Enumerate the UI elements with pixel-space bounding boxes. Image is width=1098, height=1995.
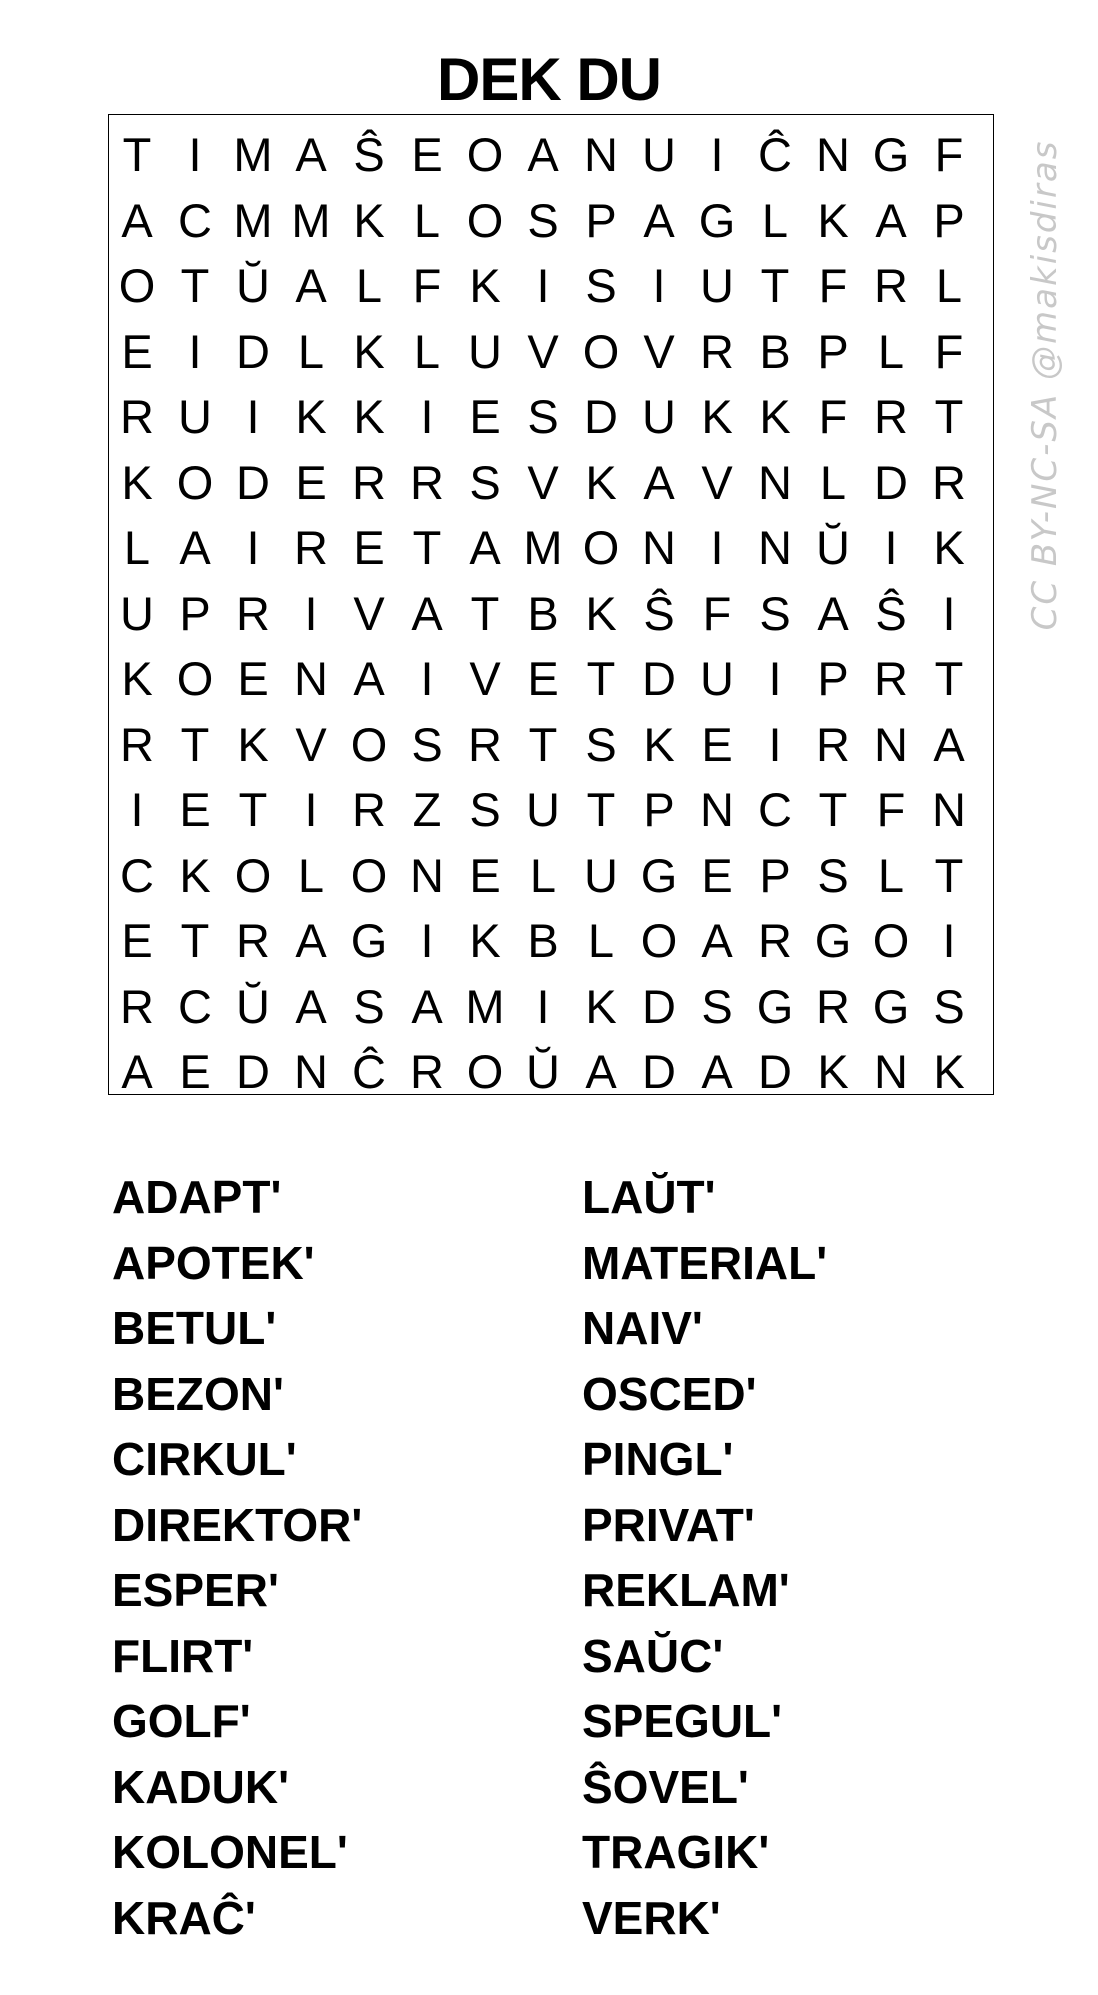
grid-cell[interactable]: D	[642, 979, 676, 1033]
grid-cell[interactable]: K	[469, 259, 501, 312]
grid-cell[interactable]: D	[236, 1045, 270, 1098]
grid-row	[109, 712, 993, 778]
grid-cell[interactable]: B	[527, 914, 559, 967]
grid-cell[interactable]: I	[768, 652, 782, 705]
grid-cell[interactable]: K	[237, 717, 269, 771]
grid-cell[interactable]: K	[701, 390, 733, 443]
grid-cell[interactable]: G	[756, 979, 794, 1033]
grid-cell[interactable]: R	[816, 979, 850, 1033]
grid-cell[interactable]: E	[237, 652, 269, 705]
grid-cell[interactable]: T	[412, 521, 442, 574]
grid-cell[interactable]: F	[818, 390, 848, 443]
word-list-item: ADAPT'	[112, 1171, 282, 1223]
grid-cell[interactable]: O	[176, 652, 214, 705]
grid-cell[interactable]: F	[818, 259, 848, 312]
word-list-item: REKLAM'	[582, 1564, 790, 1616]
watermark-text: CC BY-NC-SA @makisdiras	[1025, 139, 1065, 631]
grid-cell[interactable]: O	[118, 259, 156, 312]
grid-cell[interactable]: G	[640, 848, 678, 902]
grid-cell[interactable]: R	[120, 390, 154, 443]
grid-cell[interactable]: L	[123, 521, 151, 574]
grid-cell[interactable]: R	[700, 324, 734, 378]
word-list-item: PRIVAT'	[582, 1498, 755, 1551]
grid-cell[interactable]: I	[652, 259, 666, 312]
grid-cell[interactable]: V	[353, 586, 385, 640]
word-list-item: TRAGIK'	[582, 1826, 770, 1878]
grid-cell[interactable]: T	[934, 390, 964, 443]
grid-cell[interactable]: S	[527, 390, 559, 443]
grid-cell[interactable]: I	[246, 390, 260, 443]
grid-cell[interactable]: M	[291, 193, 331, 247]
word-list-item: BEZON'	[112, 1367, 284, 1420]
grid-cell[interactable]: A	[817, 586, 849, 640]
grid-cell[interactable]: V	[643, 324, 675, 378]
grid-row	[109, 646, 993, 712]
grid-cell[interactable]: V	[469, 652, 501, 705]
grid-cell[interactable]: L	[761, 193, 789, 247]
grid-cell[interactable]: R	[468, 717, 502, 771]
word-list-item: CIRKUL'	[112, 1433, 297, 1485]
grid-cell[interactable]: C	[178, 979, 212, 1033]
grid-cell[interactable]: G	[872, 128, 910, 181]
grid-cell[interactable]: I	[536, 979, 550, 1033]
grid-cell[interactable]: K	[817, 193, 849, 247]
grid-cell[interactable]: C	[178, 193, 212, 247]
grid-cell[interactable]: K	[353, 390, 385, 443]
word-list-item: ŜOVEL'	[582, 1760, 749, 1813]
grid-cell[interactable]: F	[412, 259, 442, 312]
grid-cell[interactable]: R	[236, 914, 270, 967]
grid-cell[interactable]: P	[585, 193, 617, 247]
letter-grid[interactable]	[108, 114, 994, 1098]
grid-cell[interactable]: F	[934, 324, 964, 378]
grid-cell[interactable]: L	[297, 324, 325, 378]
grid-cell[interactable]: D	[236, 324, 270, 378]
grid-cell[interactable]: S	[585, 259, 617, 312]
grid-cell[interactable]: E	[121, 324, 153, 378]
grid-cell[interactable]: N	[294, 652, 328, 705]
grid-cell[interactable]: K	[353, 193, 385, 247]
grid-cell[interactable]: T	[760, 259, 790, 312]
grid-cell[interactable]: T	[122, 128, 152, 181]
grid-cell[interactable]: U	[642, 390, 676, 443]
grid-cell[interactable]: A	[701, 914, 733, 967]
grid-cell[interactable]: R	[120, 717, 154, 771]
word-list-item: LAŬT'	[582, 1171, 716, 1223]
grid-cell[interactable]: F	[934, 128, 964, 181]
grid-cell[interactable]: K	[469, 914, 501, 967]
grid-cell[interactable]: K	[179, 848, 211, 902]
grid-cell[interactable]: L	[877, 324, 905, 378]
word-list-item: NAIV'	[582, 1302, 703, 1354]
word-list-item: FLIRT'	[112, 1629, 254, 1682]
grid-cell[interactable]: R	[410, 1045, 444, 1098]
grid-cell[interactable]: P	[933, 193, 965, 247]
grid-cell[interactable]: A	[469, 521, 501, 574]
grid-cell[interactable]: C	[758, 783, 792, 836]
grid-cell[interactable]: N	[758, 521, 792, 574]
grid-cell[interactable]: A	[411, 979, 443, 1033]
grid-cell[interactable]: S	[759, 586, 791, 640]
grid-cell[interactable]: D	[236, 455, 270, 509]
grid-cell[interactable]: K	[643, 717, 675, 771]
grid-cell[interactable]: T	[934, 848, 964, 902]
grid-cell[interactable]: T	[470, 586, 500, 640]
grid-cell[interactable]: Ĉ	[758, 128, 792, 181]
grid-cell[interactable]: S	[469, 455, 501, 509]
grid-cell[interactable]: Ŭ	[236, 979, 270, 1033]
grid-cell[interactable]: L	[529, 848, 557, 902]
grid-cell[interactable]: S	[817, 848, 849, 902]
grid-cell[interactable]: S	[469, 783, 501, 836]
grid-cell[interactable]: N	[932, 783, 966, 836]
grid-cell[interactable]: P	[643, 783, 675, 836]
grid-cell[interactable]: E	[411, 128, 443, 181]
word-list-item: MATERIAL'	[582, 1236, 828, 1289]
grid-cell[interactable]: I	[420, 652, 434, 705]
grid-cell[interactable]: P	[817, 652, 849, 705]
word-list-item: ESPER'	[112, 1564, 279, 1616]
grid-cell[interactable]: A	[295, 914, 327, 967]
grid-cell[interactable]: R	[874, 652, 908, 705]
grid-cell[interactable]: G	[872, 979, 910, 1033]
grid-row	[109, 253, 993, 319]
grid-cell[interactable]: T	[180, 914, 210, 967]
grid-cell[interactable]: O	[350, 848, 388, 902]
grid-cell[interactable]: S	[933, 979, 965, 1033]
grid-cell[interactable]: G	[814, 914, 852, 967]
grid-cell[interactable]: I	[246, 521, 260, 574]
grid-cell[interactable]: I	[420, 914, 434, 967]
grid-cell[interactable]: E	[469, 848, 501, 902]
grid-cell[interactable]: A	[411, 586, 443, 640]
word-list-item: APOTEK'	[112, 1236, 315, 1289]
grid-cell[interactable]: K	[585, 455, 617, 509]
grid-cell[interactable]: T	[586, 652, 616, 705]
grid-cell[interactable]: A	[701, 1045, 733, 1098]
grid-cell[interactable]: U	[178, 390, 212, 443]
grid-cell[interactable]: S	[585, 717, 617, 771]
grid-cell[interactable]: E	[469, 390, 501, 443]
grid-cell[interactable]: R	[758, 914, 792, 967]
grid-cell[interactable]: Z	[412, 783, 442, 836]
grid-cell[interactable]: R	[352, 455, 386, 509]
grid-cell[interactable]: E	[353, 521, 385, 574]
grid-cell[interactable]: T	[180, 259, 210, 312]
grid-cell[interactable]: L	[355, 259, 383, 312]
grid-cell[interactable]: A	[933, 717, 965, 771]
grid-cell[interactable]: G	[350, 914, 388, 967]
grid-cell[interactable]: A	[585, 1045, 617, 1098]
grid-row	[109, 974, 993, 1040]
grid-cell[interactable]: O	[582, 521, 620, 574]
grid-cell[interactable]: K	[933, 1045, 965, 1098]
word-list-item: VERK'	[582, 1891, 721, 1944]
grid-cell[interactable]: R	[120, 979, 154, 1033]
grid-row	[109, 450, 993, 516]
grid-cell[interactable]: D	[584, 390, 618, 443]
grid-cell[interactable]: I	[884, 521, 898, 574]
grid-cell[interactable]: T	[528, 717, 558, 771]
grid-cell[interactable]: I	[188, 128, 202, 181]
grid-cell[interactable]: E	[701, 717, 733, 771]
grid-row	[109, 122, 993, 188]
grid-cell[interactable]: Ŝ	[353, 128, 385, 181]
grid-cell[interactable]: M	[233, 193, 273, 247]
grid-cell[interactable]: T	[934, 652, 964, 705]
word-list-item: KADUK'	[112, 1760, 290, 1813]
grid-cell[interactable]: L	[297, 848, 325, 902]
grid-cell[interactable]: L	[935, 259, 963, 312]
grid-cell[interactable]: B	[759, 324, 791, 378]
grid-cell[interactable]: R	[352, 783, 386, 836]
grid-cell[interactable]: V	[527, 324, 559, 378]
grid-cell[interactable]: U	[120, 586, 154, 640]
grid-cell[interactable]: M	[523, 521, 563, 574]
grid-cell[interactable]: I	[536, 259, 550, 312]
grid-row	[109, 319, 993, 385]
grid-row	[109, 777, 993, 843]
grid-row	[109, 581, 993, 647]
grid-cell[interactable]: K	[817, 1045, 849, 1098]
grid-cell[interactable]: R	[236, 586, 270, 640]
grid-cell[interactable]: Ŭ	[236, 259, 270, 312]
grid-cell[interactable]: N	[294, 1045, 328, 1098]
grid-cell[interactable]: L	[877, 848, 905, 902]
grid-cell[interactable]: A	[353, 652, 385, 705]
grid-cell[interactable]: N	[700, 783, 734, 836]
grid-cell[interactable]: U	[526, 783, 560, 836]
grid-cell[interactable]: Ŝ	[643, 586, 675, 640]
grid-cell[interactable]: I	[768, 717, 782, 771]
grid-cell[interactable]: K	[585, 586, 617, 640]
grid-cell[interactable]: D	[642, 1045, 676, 1098]
grid-cell[interactable]: A	[295, 128, 327, 181]
grid-cell[interactable]: S	[527, 193, 559, 247]
grid-cell[interactable]: F	[876, 783, 906, 836]
word-list-item: SPEGUL'	[582, 1695, 783, 1747]
grid-cell[interactable]: O	[466, 193, 504, 247]
grid-cell[interactable]: R	[932, 455, 966, 509]
grid-cell[interactable]: C	[120, 848, 154, 902]
grid-cell[interactable]: R	[410, 455, 444, 509]
grid-cell[interactable]: N	[758, 455, 792, 509]
grid-cell[interactable]: K	[759, 390, 791, 443]
grid-cell[interactable]: T	[238, 783, 268, 836]
grid-cell[interactable]: E	[179, 783, 211, 836]
grid-cell[interactable]: O	[640, 914, 678, 967]
grid-cell[interactable]: E	[527, 652, 559, 705]
grid-cell[interactable]: U	[700, 259, 734, 312]
grid-cell[interactable]: R	[294, 521, 328, 574]
grid-cell[interactable]: S	[701, 979, 733, 1033]
grid-cell[interactable]: O	[350, 717, 388, 771]
grid-cell[interactable]: O	[582, 324, 620, 378]
grid-cell[interactable]: A	[643, 193, 675, 247]
word-list-item: SAŬC'	[582, 1629, 724, 1682]
grid-cell[interactable]: O	[466, 1045, 504, 1098]
grid-cell[interactable]: K	[585, 979, 617, 1033]
grid-cell[interactable]: E	[121, 914, 153, 967]
grid-cell[interactable]: A	[121, 193, 153, 247]
grid-cell[interactable]: A	[121, 1045, 153, 1098]
grid-cell[interactable]: D	[642, 652, 676, 705]
grid-cell[interactable]: T	[818, 783, 848, 836]
grid-cell[interactable]: I	[710, 128, 724, 181]
grid-cell[interactable]: L	[413, 193, 441, 247]
grid-cell[interactable]: Ŝ	[875, 586, 907, 640]
grid-cell[interactable]: Ŭ	[816, 521, 850, 574]
grid-cell[interactable]: R	[816, 717, 850, 771]
grid-cell[interactable]: K	[121, 455, 153, 509]
grid-row	[109, 1039, 993, 1105]
grid-cell[interactable]: K	[121, 652, 153, 705]
grid-cell[interactable]: V	[701, 455, 733, 509]
grid-cell[interactable]: Ŭ	[526, 1045, 560, 1098]
grid-cell[interactable]: P	[817, 324, 849, 378]
grid-cell[interactable]: M	[233, 128, 273, 181]
grid-cell[interactable]: A	[527, 128, 559, 181]
word-list-item: BETUL'	[112, 1302, 277, 1354]
grid-cell[interactable]: E	[179, 1045, 211, 1098]
grid-cell[interactable]: E	[295, 455, 327, 509]
grid-cell[interactable]: U	[468, 324, 502, 378]
grid-cell[interactable]: R	[874, 259, 908, 312]
grid-cell[interactable]: N	[642, 521, 676, 574]
grid-cell[interactable]: I	[942, 914, 956, 967]
grid-cell[interactable]: U	[584, 848, 618, 902]
grid-cell[interactable]: T	[180, 717, 210, 771]
grid-cell[interactable]: S	[411, 717, 443, 771]
grid-cell[interactable]: I	[304, 586, 318, 640]
grid-row	[109, 515, 993, 581]
grid-cell[interactable]: A	[295, 979, 327, 1033]
word-list-item: KOLONEL'	[112, 1826, 348, 1878]
grid-cell[interactable]: R	[874, 390, 908, 443]
grid-cell[interactable]: N	[584, 128, 618, 181]
grid-cell[interactable]: Ĉ	[352, 1045, 386, 1098]
grid-cell[interactable]: A	[875, 193, 907, 247]
grid-cell[interactable]: A	[643, 455, 675, 509]
license-watermark	[990, 135, 1098, 635]
grid-cell[interactable]: N	[816, 128, 850, 181]
word-list-item: PINGL'	[582, 1433, 734, 1485]
grid-cell[interactable]: G	[698, 193, 736, 247]
grid-cell[interactable]: U	[642, 128, 676, 181]
grid-cell[interactable]: V	[295, 717, 327, 771]
grid-cell[interactable]: P	[759, 848, 791, 902]
grid-cell[interactable]: L	[587, 914, 615, 967]
grid-cell[interactable]: T	[586, 783, 616, 836]
grid-cell[interactable]: K	[295, 390, 327, 443]
grid-cell[interactable]: M	[465, 979, 505, 1033]
grid-cell[interactable]: I	[710, 521, 724, 574]
word-list-item: OSCED'	[582, 1367, 757, 1420]
grid-cell[interactable]: N	[874, 717, 908, 771]
grid-cell[interactable]: L	[413, 324, 441, 378]
grid-cell[interactable]: L	[819, 455, 847, 509]
grid-row	[109, 843, 993, 909]
grid-cell[interactable]: P	[179, 586, 211, 640]
grid-cell[interactable]: E	[701, 848, 733, 902]
grid-cell[interactable]: A	[295, 259, 327, 312]
grid-cell[interactable]: I	[420, 390, 434, 443]
grid-cell[interactable]: O	[176, 455, 214, 509]
grid-cell[interactable]: S	[353, 979, 385, 1033]
grid-cell[interactable]: V	[527, 455, 559, 509]
grid-cell[interactable]: D	[758, 1045, 792, 1098]
grid-cell[interactable]: O	[872, 914, 910, 967]
grid-row	[109, 384, 993, 450]
word-list-item: KRAĈ'	[112, 1891, 256, 1944]
grid-cell[interactable]: O	[234, 848, 272, 902]
grid-cell[interactable]: N	[874, 1045, 908, 1098]
puzzle-title: DEK DU	[436, 46, 661, 113]
grid-cell[interactable]: K	[933, 521, 965, 574]
grid-cell[interactable]: B	[527, 586, 559, 640]
word-list-item: GOLF'	[112, 1695, 251, 1747]
grid-cell[interactable]: K	[353, 324, 385, 378]
grid-row	[109, 188, 993, 254]
grid-cell[interactable]: U	[700, 652, 734, 705]
grid-row	[109, 908, 993, 974]
grid-cell[interactable]: I	[130, 783, 144, 836]
grid-cell[interactable]: A	[179, 521, 211, 574]
grid-cell[interactable]: I	[942, 586, 956, 640]
grid-cell[interactable]: I	[304, 783, 318, 836]
word-list-item: DIREKTOR'	[112, 1498, 363, 1551]
grid-cell[interactable]: I	[188, 324, 202, 378]
grid-cell[interactable]: O	[466, 128, 504, 181]
grid-cell[interactable]: F	[702, 586, 732, 640]
grid-cell[interactable]: N	[410, 848, 444, 902]
grid-cell[interactable]: D	[874, 455, 908, 509]
